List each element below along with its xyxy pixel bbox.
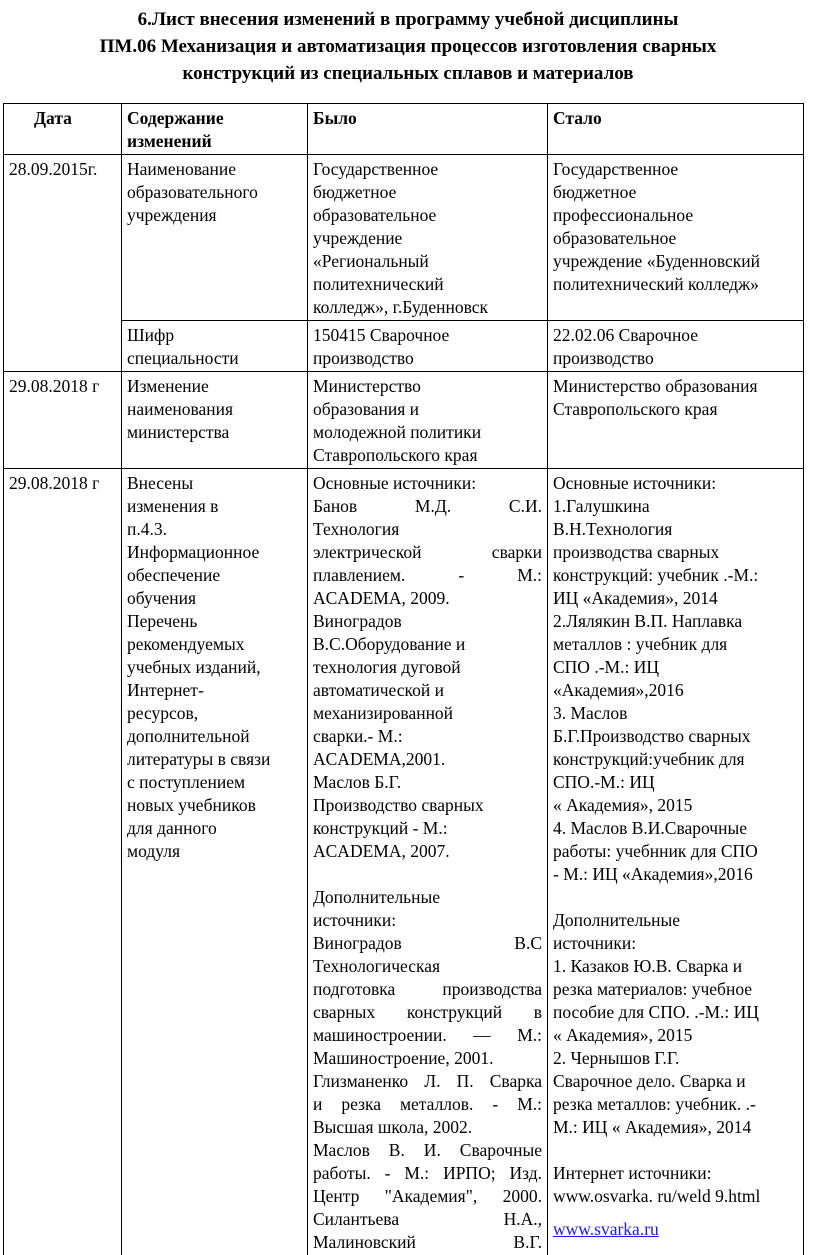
after-main-heading: Основные источники:: [553, 472, 798, 495]
source-line: Виноградов В.С: [313, 932, 542, 955]
source-line: Центр "Академия", 2000.: [313, 1185, 542, 1208]
text-line: литературы в связи: [127, 748, 302, 771]
text-line: Внесены: [127, 472, 302, 495]
before-main-sources: [313, 495, 542, 863]
text-line: политехнический колледж»: [553, 273, 798, 296]
text-line: Шифр: [127, 324, 302, 347]
text-line: В.Н.Технология: [553, 518, 798, 541]
text-line: с поступлением: [127, 771, 302, 794]
text-line: «Региональный: [313, 250, 542, 273]
text-line: Перечень: [127, 610, 302, 633]
text-line: образования и: [313, 398, 542, 421]
after-extra-sources: [553, 955, 798, 1139]
text-line: учебных изданий,: [127, 656, 302, 679]
title-line-3: конструкций из специальных сплавов и материалов: [0, 60, 816, 87]
text-line: 3. Маслов: [553, 702, 798, 725]
text-line: Министерство образования: [553, 375, 798, 398]
text-line: политехнический: [313, 273, 542, 296]
text-line: СПО .-М.: ИЦ: [553, 656, 798, 679]
text-line: образовательное: [313, 204, 542, 227]
header-after: Стало: [548, 104, 804, 155]
table-row: [4, 321, 804, 372]
text-line: Интернет-: [127, 679, 302, 702]
text-line: резка материалов: учебное: [553, 978, 798, 1001]
source-line: подготовка производства: [313, 978, 542, 1001]
text-line: 1.Галушкина: [553, 495, 798, 518]
header-content: [122, 104, 308, 155]
text-line: изменения в: [127, 495, 302, 518]
text-line: «Академия»,2016: [553, 679, 798, 702]
text-line: металлов : учебник для: [553, 633, 798, 656]
text-line: п.4.3.: [127, 518, 302, 541]
row1-after: [548, 155, 804, 321]
source-line: механизированной: [313, 702, 542, 725]
source-line: Виноградов: [313, 610, 542, 633]
text-line: учреждения: [127, 204, 302, 227]
source-line: Технология: [313, 518, 542, 541]
source-line: Высшая школа, 2002.: [313, 1116, 542, 1139]
source-line: Банов М.Д. С.И.: [313, 495, 542, 518]
text-line: Государственное: [313, 158, 542, 181]
row1-date: 28.09.2015г.: [4, 155, 122, 372]
internet-source-1: www.osvarka. ru/weld 9.html: [553, 1185, 798, 1208]
text-line: образовательного: [127, 181, 302, 204]
text-line: СПО.-М.: ИЦ: [553, 771, 798, 794]
text-line: Сварочное дело. Сварка и: [553, 1070, 798, 1093]
text-line: обеспечение: [127, 564, 302, 587]
row3-before: [308, 372, 548, 469]
text-line: « Академия», 2015: [553, 794, 798, 817]
text-line: 2. Чернышов Г.Г.: [553, 1047, 798, 1070]
table-header-row: [4, 104, 804, 155]
source-line: Маслов Б.Г.: [313, 771, 542, 794]
source-line: сварных конструкций в: [313, 1001, 542, 1024]
source-line: машиностроении. — М.:: [313, 1024, 542, 1047]
text-line: 2.Лялякин В.П. Наплавка: [553, 610, 798, 633]
spacer: [553, 1139, 798, 1162]
source-line: Производство сварных: [313, 794, 542, 817]
text-line: производство: [553, 347, 798, 370]
text-line: Б.Г.Производство сварных: [553, 725, 798, 748]
header-before: Было: [308, 104, 548, 155]
table-row: [4, 155, 804, 321]
text-line: Изменение: [127, 375, 302, 398]
source-line: Технологическая: [313, 955, 542, 978]
text-line: резка металлов: учебник. .-: [553, 1093, 798, 1116]
text-line: М.: ИЦ « Академия», 2014: [553, 1116, 798, 1139]
source-line: ACADEMA,2001.: [313, 748, 542, 771]
source-line: В.С.Оборудование и: [313, 633, 542, 656]
text-line: наименования: [127, 398, 302, 421]
text-line: обучения: [127, 587, 302, 610]
text-line: конструкций:учебник для: [553, 748, 798, 771]
source-line: и резка металлов. - М.:: [313, 1093, 542, 1116]
row2-before: [308, 321, 548, 372]
source-line: работы. - М.: ИРПО; Изд.: [313, 1162, 542, 1185]
text-line: « Академия», 2015: [553, 1024, 798, 1047]
changes-table: [3, 103, 804, 1255]
after-main-sources: [553, 495, 798, 886]
text-line: 1. Казаков Ю.В. Сварка и: [553, 955, 798, 978]
spacer: [553, 886, 798, 909]
text-line: пособие для СПО. .-М.: ИЦ: [553, 1001, 798, 1024]
text-line: 150415 Сварочное: [313, 324, 542, 347]
source-line: ACADEMA, 2007.: [313, 840, 542, 863]
source-line: Маслов В. И. Сварочные: [313, 1139, 542, 1162]
text-line: бюджетное: [553, 181, 798, 204]
text-line: ИЦ «Академия», 2014: [553, 587, 798, 610]
internet-link-svarka[interactable]: www.svarka.ru: [553, 1218, 798, 1241]
text-line: ресурсов,: [127, 702, 302, 725]
row4-before: [308, 469, 548, 1255]
source-line: Малиновский В.Г.: [313, 1231, 542, 1254]
before-extra-sources: [313, 932, 542, 1254]
text-line: специальности: [127, 347, 302, 370]
after-extra-heading-1: Дополнительные: [553, 909, 798, 932]
row1-content: [122, 155, 308, 321]
row3-content: [122, 372, 308, 469]
row4-date: 29.08.2018 г: [4, 469, 122, 1255]
source-line: конструкций - М.:: [313, 817, 542, 840]
spacer: [553, 1208, 798, 1218]
source-line: электрической сварки: [313, 541, 542, 564]
text-line: производства сварных: [553, 541, 798, 564]
source-line: Силантьева Н.А.,: [313, 1208, 542, 1231]
text-line: для данного: [127, 817, 302, 840]
text-line: работы: учебнник для СПО: [553, 840, 798, 863]
text-line: учреждение: [313, 227, 542, 250]
source-line: технология дуговой: [313, 656, 542, 679]
document-title: [0, 6, 816, 87]
source-line: автоматической и: [313, 679, 542, 702]
title-line-2: ПМ.06 Механизация и автоматизация процессов изготовления сварных: [0, 33, 816, 60]
text-line: 4. Маслов В.И.Сварочные: [553, 817, 798, 840]
before-extra-heading-2: источники:: [313, 909, 542, 932]
title-line-1: 6.Лист внесения изменений в программу учебной дисциплины: [0, 6, 816, 33]
text-line: профессиональное: [553, 204, 798, 227]
text-line: дополнительной: [127, 725, 302, 748]
before-main-heading: Основные источники:: [313, 472, 542, 495]
text-line: Информационное: [127, 541, 302, 564]
text-line: производство: [313, 347, 542, 370]
row4-after: [548, 469, 804, 1255]
text-line: министерства: [127, 421, 302, 444]
text-line: Наименование: [127, 158, 302, 181]
text-line: 22.02.06 Сварочное: [553, 324, 798, 347]
source-line: Глизманенко Л. П. Сварка: [313, 1070, 542, 1093]
text-line: Ставропольского края: [553, 398, 798, 421]
text-line: Ставропольского края: [313, 444, 542, 467]
header-date: Дата: [4, 104, 122, 155]
table-row: [4, 469, 804, 1255]
text-line: модуля: [127, 840, 302, 863]
row4-content: [122, 469, 308, 1255]
source-line: Машиностроение, 2001.: [313, 1047, 542, 1070]
text-line: молодежной политики: [313, 421, 542, 444]
row2-content: [122, 321, 308, 372]
table-row: [4, 372, 804, 469]
spacer: [313, 863, 542, 886]
after-internet-heading: Интернет источники:: [553, 1162, 798, 1185]
text-line: колледж», г.Буденновск: [313, 296, 542, 319]
text-line: учреждение «Буденновский: [553, 250, 798, 273]
source-line: ACADEMA, 2009.: [313, 587, 542, 610]
source-line: плавлением. - М.:: [313, 564, 542, 587]
text-line: новых учебников: [127, 794, 302, 817]
source-line: сварки.- М.:: [313, 725, 542, 748]
header-content-line-2: изменений: [127, 130, 302, 153]
row1-before: [308, 155, 548, 321]
row3-after: [548, 372, 804, 469]
text-line: рекомендуемых: [127, 633, 302, 656]
row2-after: [548, 321, 804, 372]
header-content-line-1: Содержание: [127, 107, 302, 130]
text-line: конструкций: учебник .-М.:: [553, 564, 798, 587]
text-line: Министерство: [313, 375, 542, 398]
text-line: бюджетное: [313, 181, 542, 204]
after-extra-heading-2: источники:: [553, 932, 798, 955]
before-extra-heading-1: Дополнительные: [313, 886, 542, 909]
text-line: Государственное: [553, 158, 798, 181]
text-line: образовательное: [553, 227, 798, 250]
row3-date: 29.08.2018 г: [4, 372, 122, 469]
text-line: - М.: ИЦ «Академия»,2016: [553, 863, 798, 886]
